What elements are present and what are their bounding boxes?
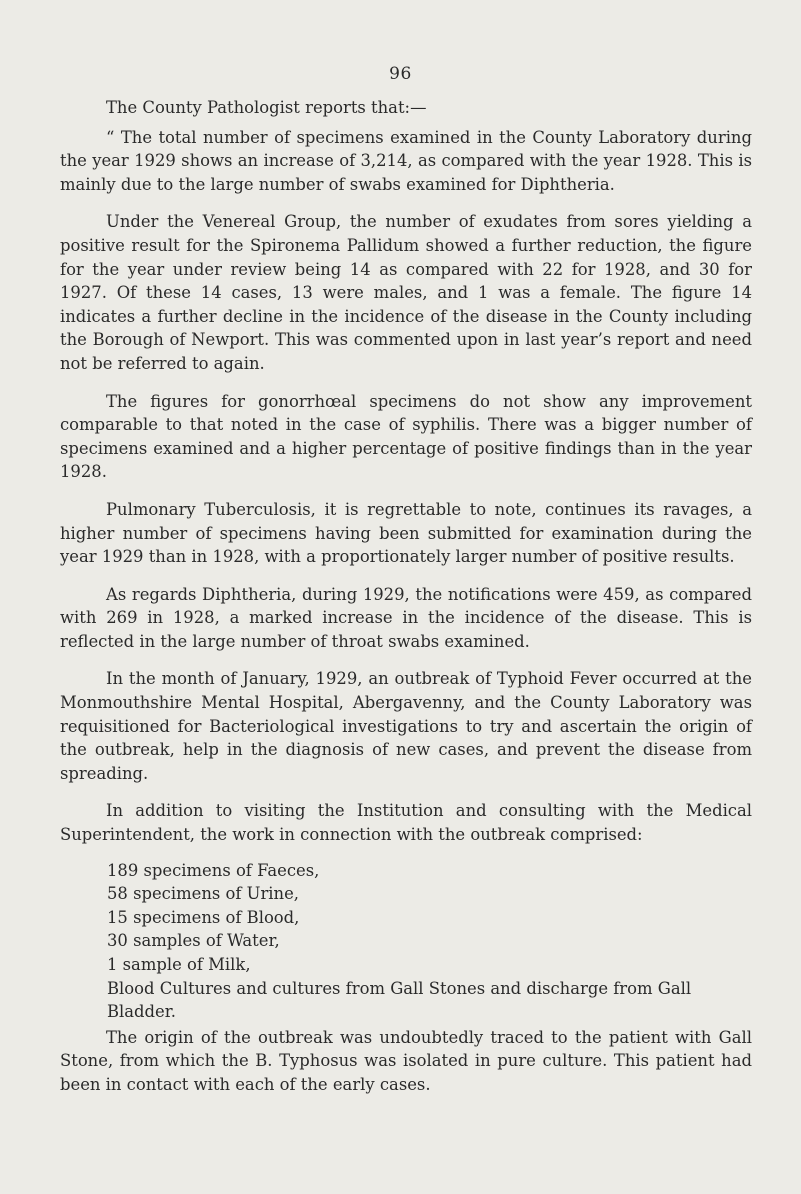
report-body	[60, 96, 752, 1097]
list-item: 58 specimens of Urine,	[107, 884, 300, 904]
paragraph-typhoid-outbreak: In the month of January, 1929, an outbreak of Typhoid Fever occurred at the Monmouthshire Mental Hospital, Abergavenny, and the County Laboratory was requisitioned for Bacteriological investigations to try and ascertain the origin of the outbreak, help in the diagnosis of new cases, and prevent the disease from spreading.	[60, 669, 752, 783]
paragraph-diphtheria: As regards Diphtheria, during 1929, the notifications were 459, as compared with 269 in 1928, a marked increase in the incidence of the disease. This is reflected in the large number of throat swabs examined.	[60, 584, 752, 651]
list-item: 1 sample of Milk,	[107, 955, 251, 974]
paragraph-origin-traced: The origin of the outbreak was undoubtedly traced to the patient with Gall Stone, from which the B. Typhosus was isolated in pure culture. This patient had been in contact with each of the early cases.	[60, 1027, 752, 1094]
list-item: 189 specimens of Faeces,	[107, 860, 320, 880]
paragraph-work-comprised: In addition to visiting the Institution and consulting with the Medical Superintendent, the work in connection with the outbreak comprised:	[60, 801, 752, 845]
work-items-list	[60, 859, 752, 1024]
paragraph-specimen-total: “ The total number of specimens examined in the County Laboratory during the year 1929 shows an increase of 3,214, as compared with the year 1928. This is mainly due to the large number of swabs examined for Diphtheria.	[60, 127, 752, 194]
list-item: 30 samples of Water,	[107, 931, 280, 951]
paragraph-gonorrhoeal: The figures for gonorrhœal specimens do not show any improvement comparable to that noted in the case of syphilis. There was a bigger number of specimens examined and a higher percentage of positive findings than in the year 1928.	[60, 391, 752, 482]
page-number: 96	[389, 64, 412, 84]
list-item: 15 specimens of Blood,	[107, 907, 300, 927]
list-item: Blood Cultures and cultures from Gall Stones and discharge from Gall Bladder.	[107, 978, 692, 1022]
paragraph-venereal-group: Under the Venereal Group, the number of exudates from sores yielding a positive result for the Spironema Pallidum showed a further reduction, the figure for the year under review being 14 as compared with 22 for 1928, and 30 for 1927. Of these 14 cases, 13 were males, and 1 was a female. The figure 14 indicates a further decline in the incidence of the disease in the County including the Borough of Newport. This was commented upon in last year’s report and need not be referred to again.	[60, 212, 752, 373]
paragraph-tuberculosis: Pulmonary Tuberculosis, it is regrettable to note, continues its ravages, a higher number of specimens having been submitted for examination during the year 1929 than in 1928, with a proportionately larger number of positive results.	[60, 499, 752, 567]
intro-line: The County Pathologist reports that:—	[106, 98, 427, 117]
